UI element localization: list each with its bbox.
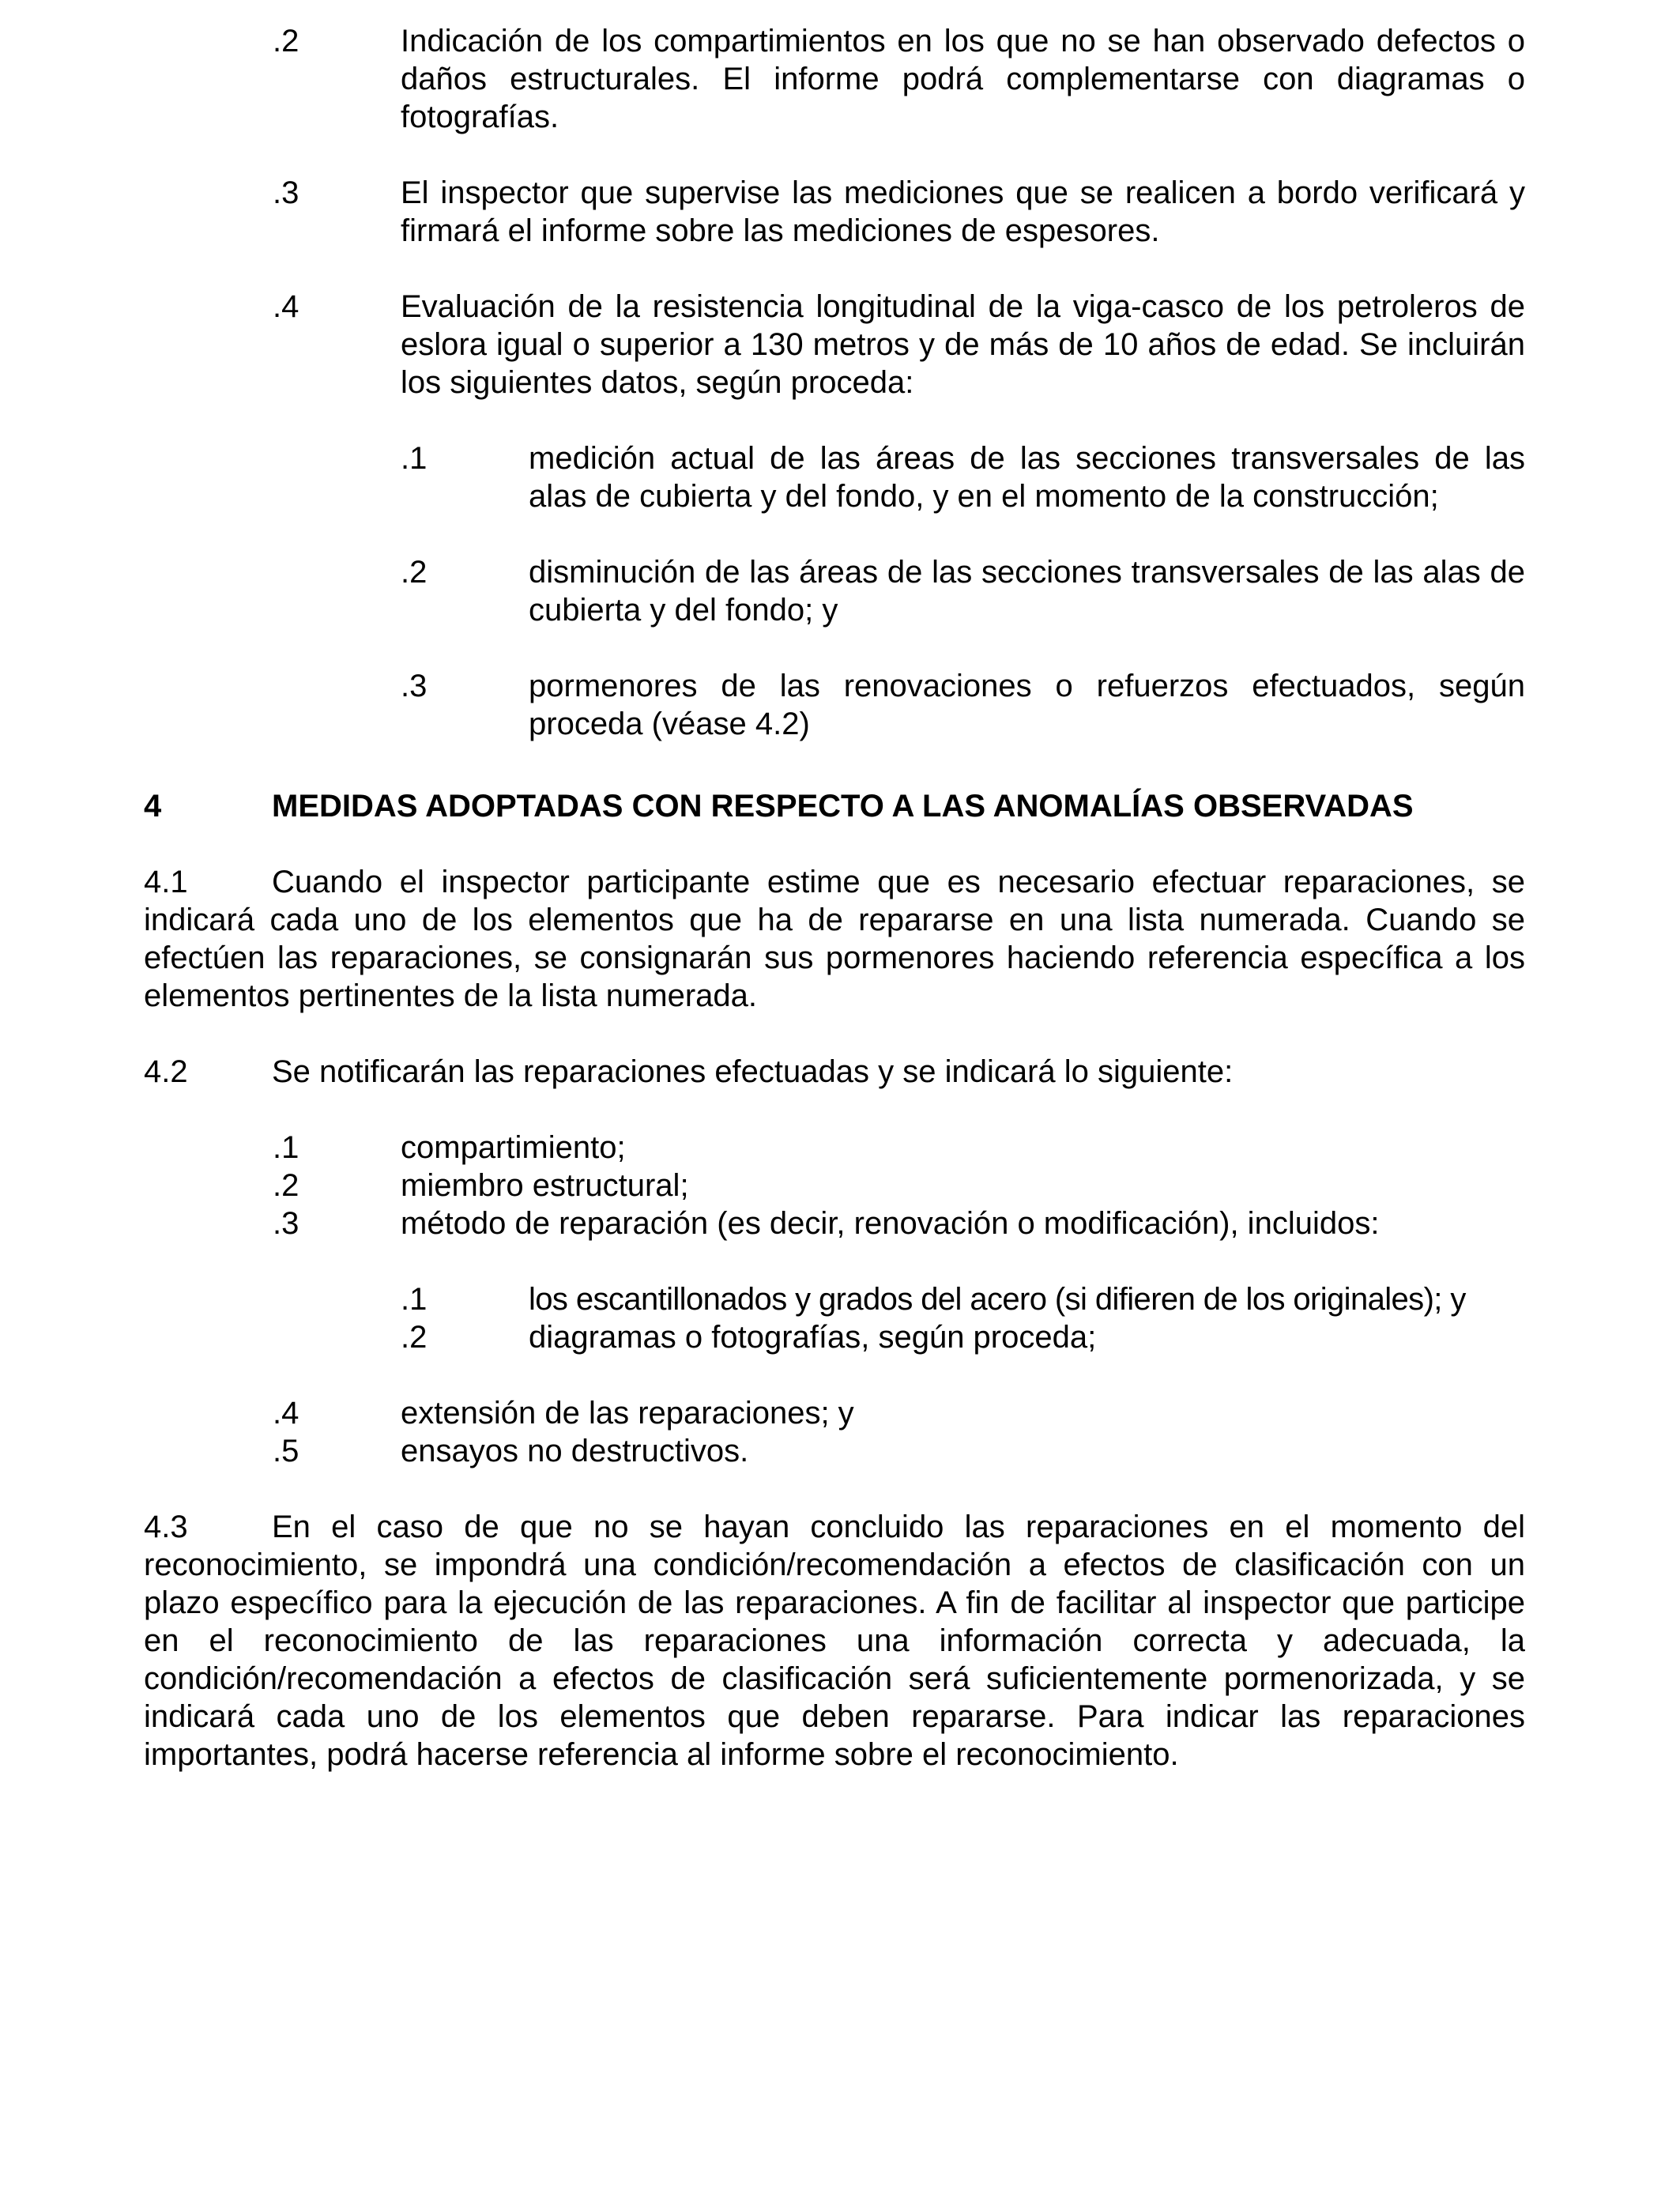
item-number: .5	[273, 1434, 299, 1468]
item-number: .3	[273, 175, 299, 210]
item-text: método de reparación (es decir, renovación o modificación), incluidos:	[401, 1206, 1380, 1241]
item-text: Indicación de los compartimientos en los que no se han observado defectos o daños estructurales. El informe podrá complementarse con diagramas o fotografías.	[401, 24, 1525, 134]
item-text: diagramas o fotografías, según proceda;	[529, 1320, 1097, 1355]
item-text: compartimiento;	[401, 1130, 626, 1165]
item-text: ensayos no destructivos.	[401, 1434, 749, 1468]
item-number: .3	[273, 1206, 299, 1241]
item-number: .1	[273, 1130, 299, 1165]
item-number: .4	[273, 1396, 299, 1431]
paragraph-4-1	[144, 863, 1525, 1015]
heading-number: 4	[144, 789, 162, 824]
paragraph-number: 4.2	[144, 1054, 188, 1089]
item-number: .1	[401, 1282, 428, 1317]
item-number: .2	[401, 555, 428, 590]
item-text: medición actual de las áreas de las secciones transversales de las alas de cubierta y del fondo, y en el momento de la construcción;	[529, 441, 1525, 514]
item-number: .2	[401, 1320, 428, 1355]
item-text: extensión de las reparaciones; y	[401, 1396, 854, 1431]
paragraph-4-3	[144, 1508, 1525, 1774]
paragraph-number: 4.1	[144, 865, 188, 899]
item-text: Evaluación de la resistencia longitudinal de la viga-casco de los petroleros de eslora igual o superior a 130 metros y de más de 10 años de edad. Se incluirán los siguientes datos, según proceda:	[401, 289, 1525, 400]
item-text: miembro estructural;	[401, 1168, 689, 1203]
item-number: .2	[273, 1168, 299, 1203]
item-number: .4	[273, 289, 299, 324]
item-number: .3	[401, 669, 428, 703]
paragraph-number: 4.3	[144, 1510, 188, 1544]
item-number: .1	[401, 441, 428, 476]
item-text: El inspector que supervise las mediciones que se realicen a bordo verificará y firmará el informe sobre las mediciones de espesores.	[401, 175, 1525, 248]
paragraph-text: En el caso de que no se hayan concluido las reparaciones en el momento del reconocimiento, se impondrá una condición/recomendación a efectos de clasificación con un plazo específico para la ejecución de las reparaciones. A fin de facilitar al inspector que participe en el reconocimiento de las reparaciones una información correcta y adecuada, la condición/recomendación a efectos de clasificación será suficientemente pormenorizada, y se indicará cada uno de los elementos que deben repararse. Para indicar las reparaciones importantes, podrá hacerse referencia al informe sobre el reconocimiento.	[144, 1510, 1525, 1772]
heading-title: MEDIDAS ADOPTADAS CON RESPECTO A LAS ANOMALÍAS OBSERVADAS	[272, 789, 1414, 824]
item-text: disminución de las áreas de las secciones transversales de las alas de cubierta y del fondo; y	[529, 555, 1525, 628]
paragraph-text: Cuando el inspector participante estime que es necesario efectuar reparaciones, se indicará cada uno de los elementos que ha de repararse en una lista numerada. Cuando se efectúen las reparaciones, se consignarán sus pormenores haciendo referencia específica a los elementos pertinentes de la lista numerada.	[144, 865, 1525, 1013]
paragraph-text: Se notificarán las reparaciones efectuadas y se indicará lo siguiente:	[272, 1054, 1234, 1089]
item-text: pormenores de las renovaciones o refuerzos efectuados, según proceda (véase 4.2)	[529, 669, 1525, 741]
item-text: los escantillonados y grados del acero (si difieren de los originales); y	[529, 1282, 1466, 1317]
item-number: .2	[273, 24, 299, 58]
